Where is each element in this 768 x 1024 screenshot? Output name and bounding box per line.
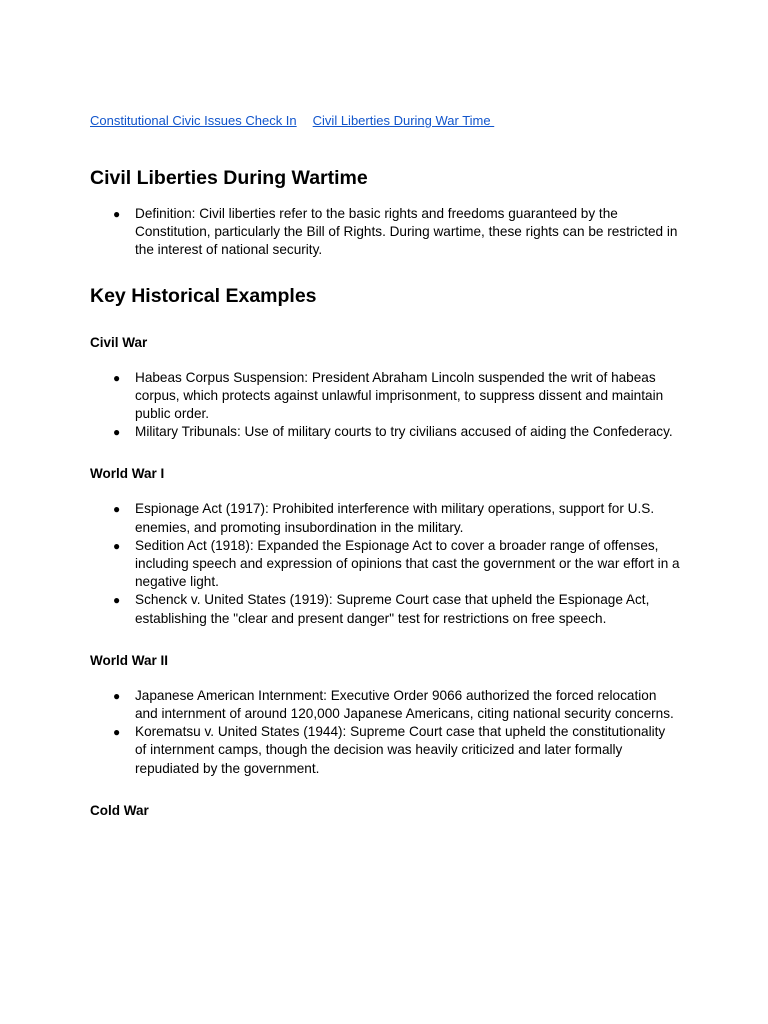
list-item-text: Military Tribunals: Use of military courts to try civilians accused of aiding the Confederacy.	[135, 424, 673, 440]
list-item-text: Habeas Corpus Suspension: President Abraham Lincoln suspended the writ of habeas corpus, which protects against unlawful imprisonment, to suppress dissent and maintain public order.	[135, 369, 664, 422]
section-heading: Key Historical Examples	[90, 284, 317, 307]
list-item	[90, 500, 680, 536]
bullet-icon: ●	[113, 593, 121, 608]
page-title: Civil Liberties During Wartime	[90, 167, 368, 189]
list-item	[90, 723, 680, 778]
bullet-icon: ●	[113, 502, 121, 517]
header-links	[90, 112, 680, 129]
bullet-icon: ●	[113, 425, 121, 440]
bullet-icon: ●	[113, 370, 121, 385]
era-list-civil-war	[90, 369, 680, 442]
bullet-icon: ●	[113, 538, 121, 553]
era-list-world-war-i	[90, 500, 680, 627]
list-item-text: Sedition Act (1918): Expanded the Espionage Act to cover a broader range of offenses, including speech and expression of opinions that cast the government or the war effort in a negative light.	[135, 537, 680, 590]
bullet-icon: ●	[113, 725, 121, 740]
list-item-text: Definition: Civil liberties refer to the basic rights and freedoms guaranteed by the Constitution, particularly the Bill of Rights. During wartime, these rights can be restricted in the interest of national security.	[135, 206, 678, 258]
list-item-definition	[90, 205, 680, 260]
bullet-icon: ●	[113, 688, 121, 703]
link-civic-issues-check-in[interactable]: Constitutional Civic Issues Check In	[90, 113, 297, 128]
list-item	[90, 687, 680, 723]
link-civil-liberties-war-time[interactable]: Civil Liberties During War Time	[312, 113, 495, 128]
list-item	[90, 591, 680, 627]
era-heading-world-war-i: World War I	[90, 466, 165, 482]
list-item-text: Espionage Act (1917): Prohibited interference with military operations, support for U.S. enemies, and promoting insubordination in the military.	[135, 501, 655, 535]
era-heading-world-war-ii: World War II	[90, 652, 169, 668]
list-item-text: Korematsu v. United States (1944): Supreme Court case that upheld the constitutionality of internment camps, though the decision was heavily criticized and later formally repudiated by the government.	[135, 724, 666, 776]
list-item-text: Japanese American Internment: Executive Order 9066 authorized the forced relocation and internment of around 120,000 Japanese Americans, citing national security concerns.	[135, 687, 674, 722]
list-item	[90, 369, 680, 424]
era-heading-cold-war: Cold War	[90, 802, 149, 818]
era-list-world-war-ii	[90, 687, 680, 778]
list-item-text: Schenck v. United States (1919): Supreme Court case that upheld the Espionage Act, establishing the "clear and present danger" test for restrictions on free speech.	[135, 592, 650, 626]
bullet-icon: ●	[113, 207, 121, 221]
list-item	[90, 423, 680, 441]
definition-list	[90, 205, 680, 260]
document-page	[90, 112, 680, 820]
era-heading-civil-war: Civil War	[90, 334, 148, 350]
list-item	[90, 537, 680, 592]
